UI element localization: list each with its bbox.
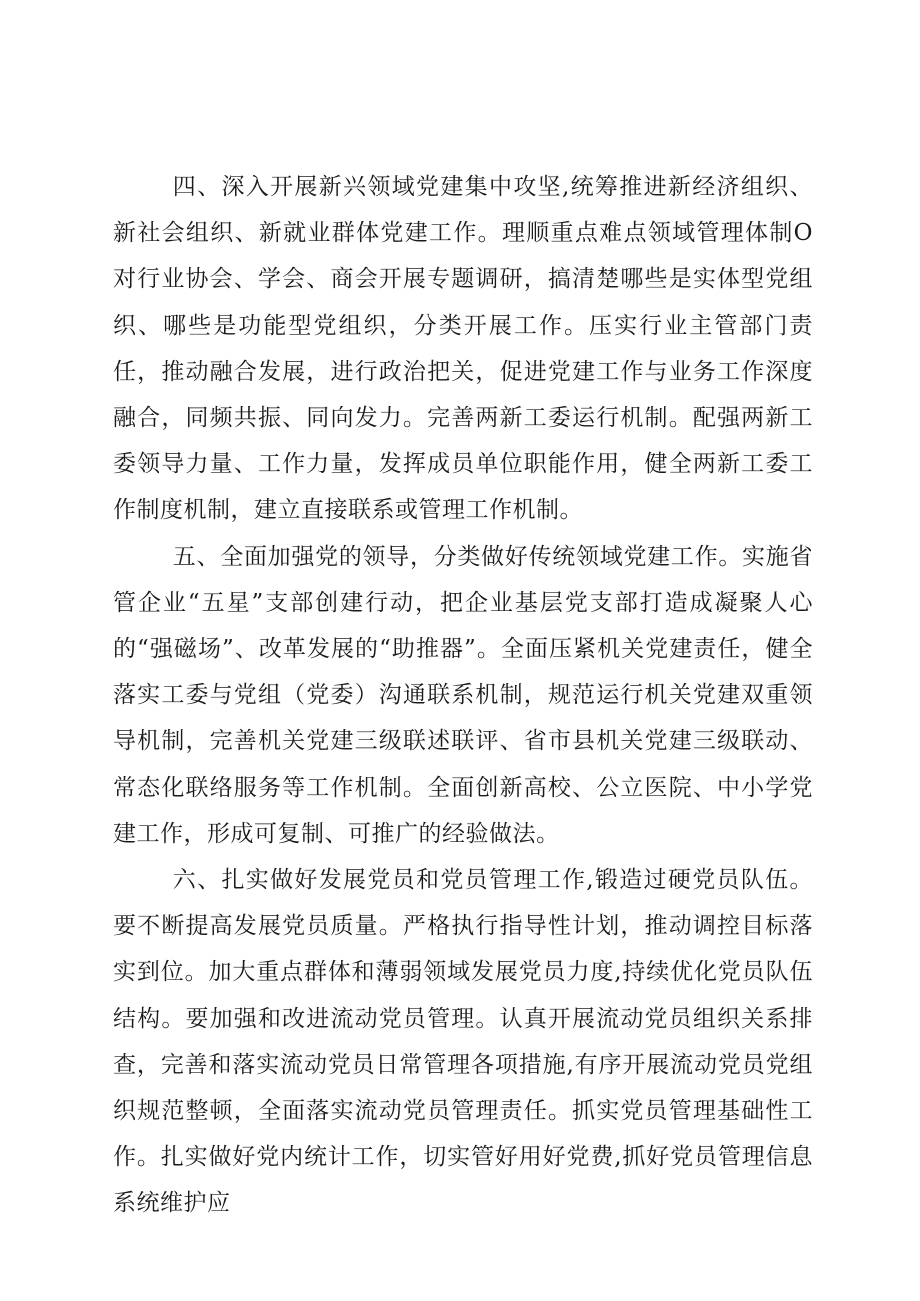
paragraph-four: 四、深入开展新兴领域党建集中攻坚,统筹推进新经济组织、新社会组织、新就业群体党建工作。理顺重点难点领域管理体制O对行业协会、学会、商会开展专题调研，搞清楚哪些是实体型党组织、哪些是功能型党组织，分类开展工作。压实行业主管部门责任，推动融合发展，进行政治把关，促进党建工作与业务工作深度融合，同频共振、同向发力。完善两新工委运行机制。配强两新工委领导力量、工作力量，发挥成员单位职能作用，健全两新工委工作制度机制，建立直接联系或管理工作机制。: [113, 174, 813, 524]
document-body: [113, 164, 813, 1227]
paragraph-five: 五、全面加强党的领导，分类做好传统领域党建工作。实施省管企业“五星”支部创建行动，把企业基层党支部打造成凝聚人心的“强磁场”、改革发展的“助推器”。全面压紧机关党建责任，健全落实工委与党组（党委）沟通联系机制，规范运行机关党建双重领导机制，完善机关党建三级联述联评、省市县机关党建三级联动、常态化联络服务等工作机制。全面创新高校、公立医院、中小学党建工作，形成可复制、可推广的经验做法。: [113, 543, 813, 847]
paragraph-six: 六、扎实做好发展党员和党员管理工作,锻造过硬党员队伍。要不断提高发展党员质量。严格执行指导性计划，推动调控目标落实到位。加大重点群体和薄弱领域发展党员力度,持续优化党员队伍结构。要加强和改进流动党员管理。认真开展流动党员组织关系排查，完善和落实流动党员日常管理各项措施,有序开展流动党员党组织规范整顿，全面落实流动党员管理责任。抓实党员管理基础性工作。扎实做好党内统计工作，切实管好用好党费,抓好党员管理信息系统维护应: [113, 867, 813, 1217]
